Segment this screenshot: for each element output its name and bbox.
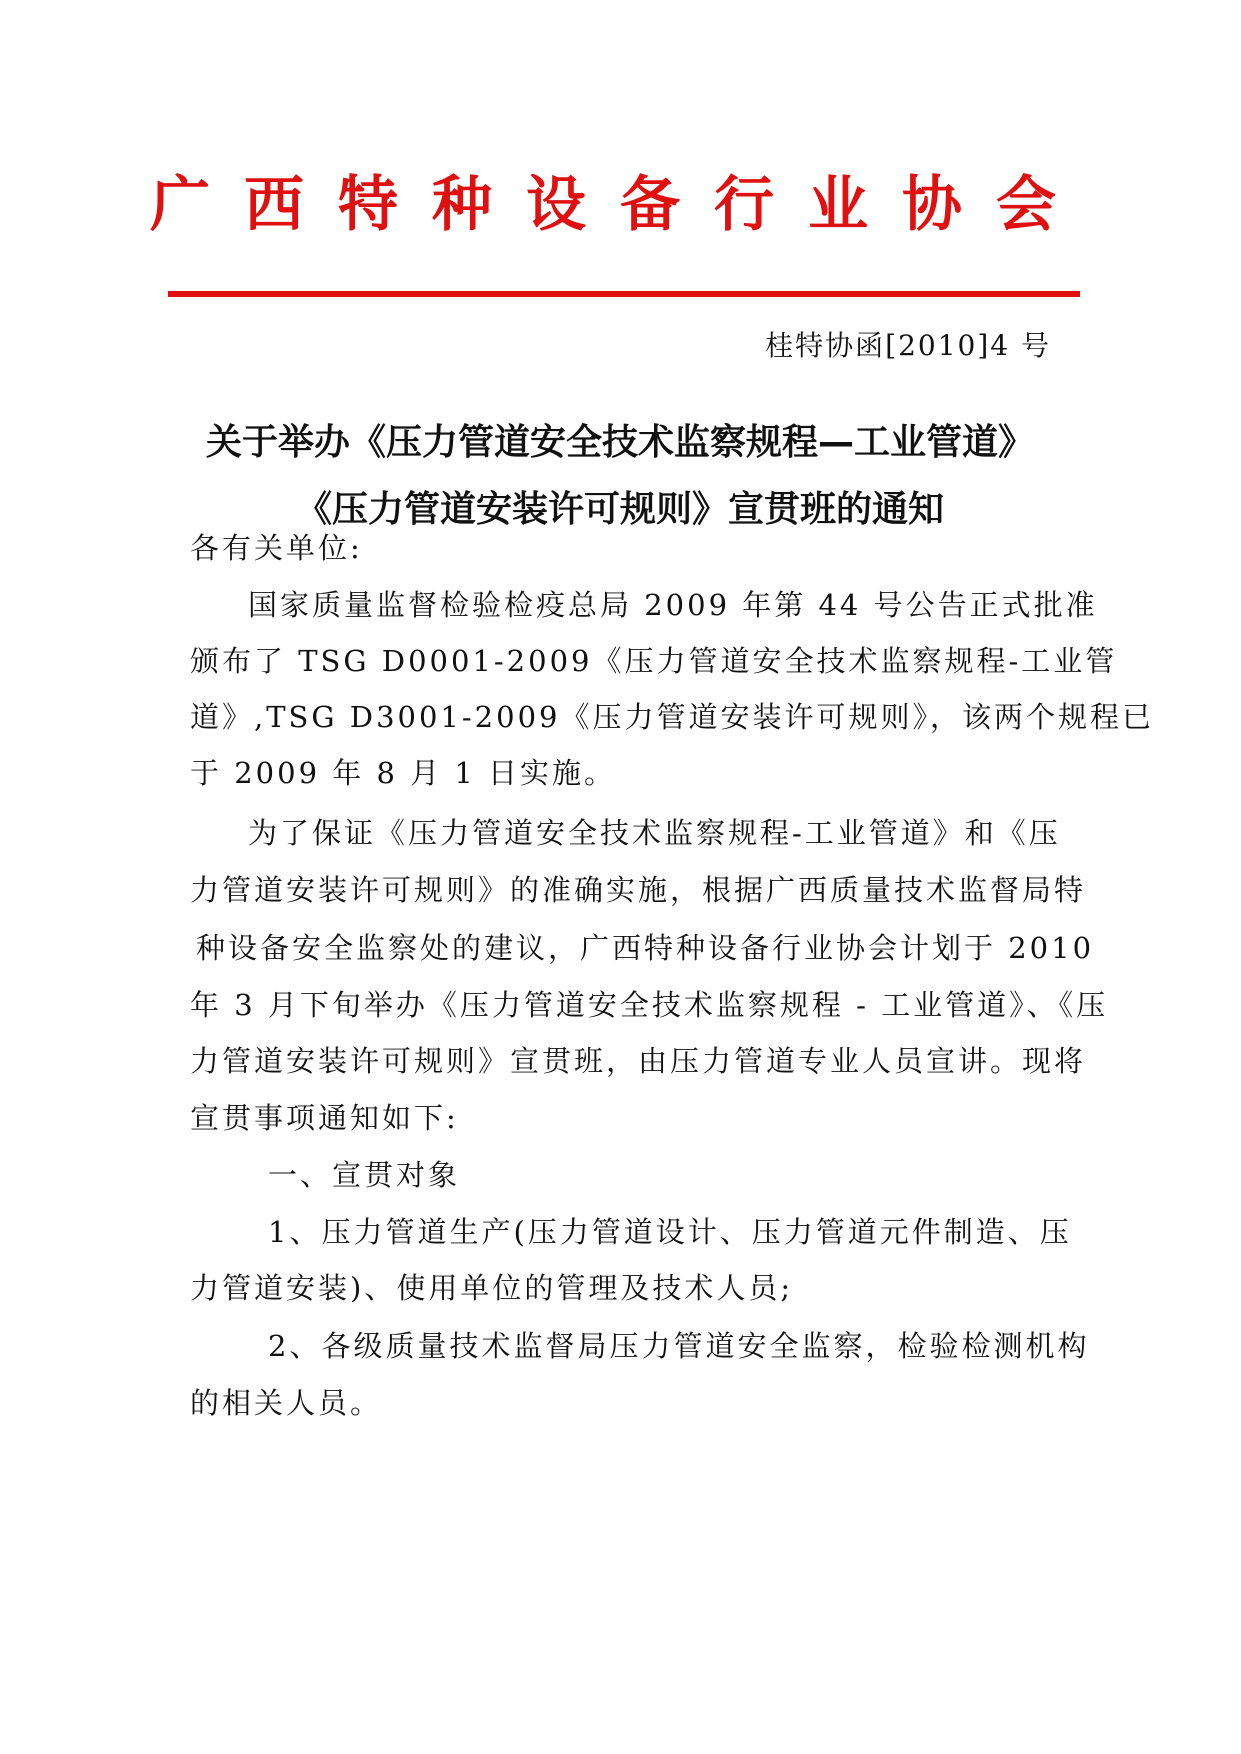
red-divider [168, 291, 1080, 297]
notice-title-line-1: 关于举办《压力管道安全技术监察规程—工业管道》 [205, 422, 1034, 463]
body-line: 力管道安装许可规则》的准确实施，根据广西质量技术监督局特 [190, 873, 1087, 907]
body-line: 种设备安全监察处的建议，广西特种设备行业协会计划于 2010 [196, 931, 1095, 965]
list-item: 2、各级质量技术监督局压力管道安全监察，检验检测机构 [268, 1329, 1090, 1363]
body-line: 道》,TSG D3001-2009《压力管道安装许可规则》，该两个规程已 [190, 700, 1154, 734]
list-item-continuation: 的相关人员。 [190, 1386, 383, 1420]
body-line: 年 3 月下旬举办《压力管道安全技术监察规程 - 工业管道》、《压 [190, 988, 1109, 1022]
section-heading: 一、宣贯对象 [268, 1158, 461, 1192]
body-line: 国家质量监督检验检疫总局 2009 年第 44 号公告正式批准 [248, 588, 1098, 622]
body-line: 颁布了 TSG D0001-2009《压力管道安全技术监察规程-工业管 [190, 644, 1118, 678]
document-number: 桂特协函[2010]4 号 [765, 329, 1051, 362]
body-line: 宣贯事项通知如下: [190, 1101, 459, 1135]
list-item: 1、压力管道生产(压力管道设计、压力管道元件制造、压 [268, 1215, 1072, 1249]
organization-name: 广西特种设备行业协会 [150, 170, 1090, 240]
body-line: 于 2009 年 8 月 1 日实施。 [190, 756, 617, 790]
notice-title-line-2: 《压力管道安装许可规则》宣贯班的通知 [295, 489, 944, 530]
list-item-continuation: 力管道安装)、使用单位的管理及技术人员; [190, 1271, 794, 1305]
body-line: 为了保证《压力管道安全技术监察规程-工业管道》和《压 [248, 816, 1061, 850]
body-line: 力管道安装许可规则》宣贯班，由压力管道专业人员宣讲。现将 [190, 1044, 1087, 1078]
salutation: 各有关单位: [190, 531, 363, 565]
